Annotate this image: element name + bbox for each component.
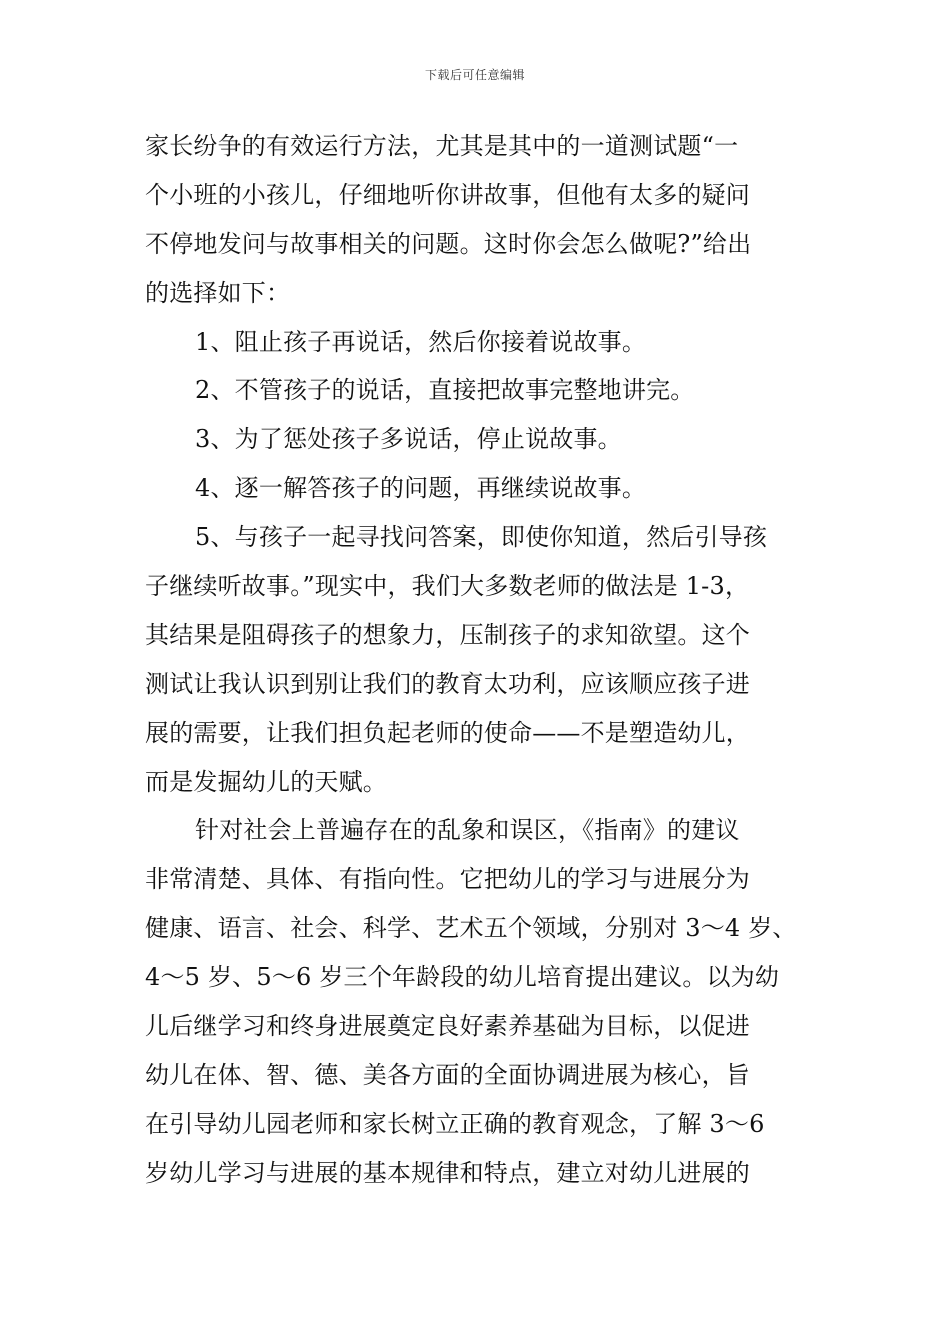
text-line: 儿后继学习和终身进展奠定良好素养基础为目标，以促进: [145, 1012, 750, 1041]
text-line: 4～5 岁、5～6 岁三个年龄段的幼儿培育提出建议。以为幼: [145, 963, 780, 992]
list-item-5: 5、与孩子一起寻找问答案，即使你知道，然后引导孩: [195, 523, 768, 552]
list-item-2: 2、不管孩子的说话，直接把故事完整地讲完。: [195, 376, 695, 405]
text-line: 在引导幼儿园老师和家长树立正确的教育观念，了解 3～6: [145, 1109, 765, 1138]
text-line: 个小班的小孩儿，仔细地听你讲故事，但他有太多的疑问: [145, 180, 750, 209]
list-item-4: 4、逐一解答孩子的问题，再继续说故事。: [195, 474, 647, 503]
text-line: 非常清楚、具体、有指向性。它把幼儿的学习与进展分为: [145, 865, 750, 894]
text-line: 健康、语言、社会、科学、艺术五个领域，分别对 3～4 岁、: [145, 914, 797, 943]
list-item-1: 1、阻止孩子再说话，然后你接着说故事。: [195, 327, 647, 356]
paragraph-start: 针对社会上普遍存在的乱象和误区，《指南》的建议: [195, 816, 740, 845]
list-item-3: 3、为了惩处孩子多说话，停止说故事。: [195, 425, 622, 454]
document-body: [145, 122, 825, 1198]
text-line: 的选择如下：: [145, 278, 291, 307]
text-line: 岁幼儿学习与进展的基本规律和特点，建立对幼儿进展的: [145, 1158, 750, 1187]
text-line: 而是发掘幼儿的天赋。: [145, 767, 387, 796]
text-line: 家长纷争的有效运行方法，尤其是其中的一道测试题“一: [145, 132, 739, 160]
text-line: 幼儿在体、智、德、美各方面的全面协调进展为核心，旨: [145, 1060, 750, 1089]
text-line: 不停地发问与故事相关的问题。这时你会怎么做呢?”给出: [145, 229, 752, 258]
page-header-note: 下载后可任意编辑: [424, 68, 525, 82]
text-line: 其结果是阻碍孩子的想象力，压制孩子的求知欲望。这个: [145, 620, 750, 649]
text-line: 子继续听故事。”现实中，我们大多数老师的做法是 1-3，: [145, 572, 750, 601]
text-line: 展的需要，让我们担负起老师的使命——不是塑造幼儿，: [145, 718, 750, 747]
text-line: 测试让我认识到别让我们的教育太功利，应该顺应孩子进: [145, 669, 750, 698]
